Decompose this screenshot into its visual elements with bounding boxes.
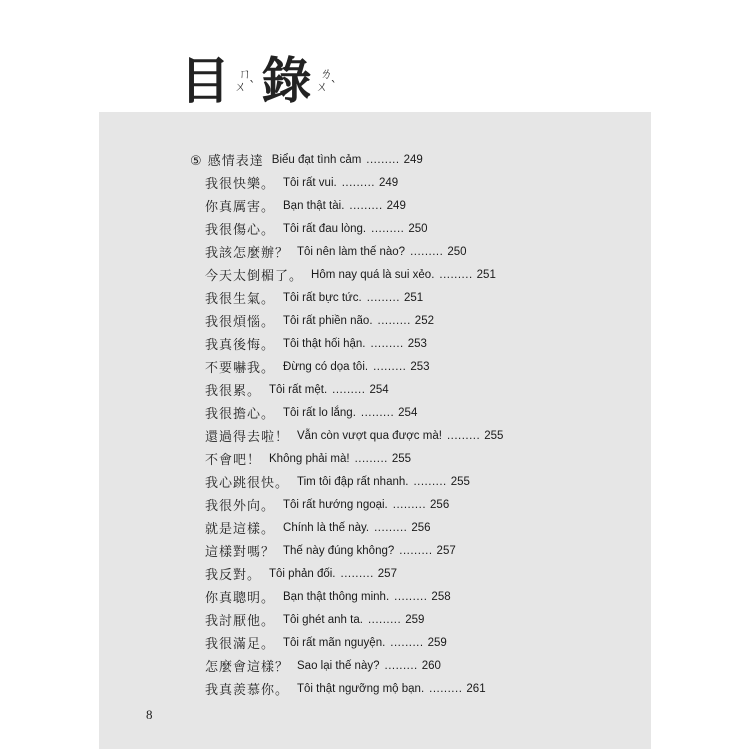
toc-chinese-text: 我很傷心。 <box>205 223 276 238</box>
toc-entry <box>190 516 650 539</box>
toc-chinese-text: 我真後悔。 <box>205 338 276 353</box>
toc-page-number: 249 <box>403 153 423 166</box>
toc-vietnamese-text: Chính là thế này. <box>283 521 370 534</box>
toc-vietnamese-text: Tim tôi đập rất nhanh. <box>297 475 409 488</box>
toc-leader-dots: ......... <box>371 222 405 235</box>
toc-section-entry <box>190 148 650 171</box>
toc-leader-dots: ......... <box>340 567 374 580</box>
zhuyin-mu-top: ㄇ <box>238 67 254 82</box>
toc-vietnamese-text: Tôi rất hướng ngoại. <box>283 498 388 511</box>
toc-vietnamese-text: Bạn thật tài. <box>283 199 345 212</box>
toc-entry <box>190 355 650 378</box>
title-char-mu: 目 <box>180 52 230 110</box>
toc-leader-dots: ......... <box>349 199 383 212</box>
zhuyin-mu <box>234 68 258 94</box>
toc-chinese-text: 我反對。 <box>205 568 262 583</box>
toc-leader-dots: ......... <box>413 475 447 488</box>
toc-vietnamese-text: Thế này đúng không? <box>283 544 395 557</box>
zhuyin-lu-top: ㄌ <box>319 67 335 82</box>
toc-chinese-text: 你真厲害。 <box>205 200 276 215</box>
toc-entry <box>190 539 650 562</box>
toc-leader-dots: ......... <box>366 291 400 304</box>
toc-leader-dots: ......... <box>373 360 407 373</box>
page-header <box>180 52 343 114</box>
toc-chinese-text: 不要嚇我。 <box>205 361 276 376</box>
toc-chinese-text: 我很生氣。 <box>205 292 276 307</box>
toc-vietnamese-text: Tôi rất bực tức. <box>283 291 362 304</box>
toc-chinese-text: 怎麼會這樣？ <box>205 660 290 675</box>
toc-chinese-text: ⑤ 感情表達 <box>190 154 264 169</box>
toc-entry <box>190 677 650 700</box>
toc-vietnamese-text: Vẫn còn vượt qua được mà! <box>297 429 442 442</box>
toc-entry <box>190 608 650 631</box>
toc-page-number: 256 <box>411 521 431 534</box>
toc-entry <box>190 654 650 677</box>
zhuyin-mu-bottom: ㄨˋ <box>234 80 258 95</box>
toc-leader-dots: ......... <box>429 682 463 695</box>
toc-vietnamese-text: Tôi rất đau lòng. <box>283 222 367 235</box>
toc-page-number: 250 <box>447 245 467 258</box>
toc-entry <box>190 493 650 516</box>
toc-page-number: 250 <box>408 222 428 235</box>
toc-page-number: 249 <box>378 176 399 189</box>
toc-vietnamese-text: Tôi rất phiền não. <box>283 314 373 327</box>
toc-chinese-text: 我該怎麼辦？ <box>205 246 290 261</box>
toc-entry <box>190 263 650 286</box>
toc-entry <box>190 401 650 424</box>
toc-page-number: 255 <box>484 429 504 442</box>
zhuyin-lu <box>316 68 340 94</box>
toc-entry <box>190 171 650 194</box>
toc-page-number: 251 <box>476 268 496 281</box>
toc-leader-dots: ......... <box>354 452 388 465</box>
toc-leader-dots: ......... <box>367 613 402 626</box>
toc-chinese-text: 我很擔心。 <box>205 407 276 422</box>
toc-leader-dots: ......... <box>390 636 424 649</box>
toc-chinese-text: 我真羨慕你。 <box>205 683 290 698</box>
toc-page-number: 251 <box>403 291 424 304</box>
toc-entry <box>190 332 650 355</box>
toc-leader-dots: ......... <box>399 544 433 557</box>
toc-vietnamese-text: Bạn thật thông minh. <box>283 590 390 603</box>
toc-chinese-text: 我很煩惱。 <box>205 315 276 330</box>
toc-entry <box>190 631 650 654</box>
toc-page-number: 254 <box>398 406 418 419</box>
toc-chinese-text: 不會吧！ <box>205 453 262 468</box>
toc-vietnamese-text: Tôi rất mệt. <box>269 383 328 396</box>
toc-page-number: 249 <box>386 199 406 212</box>
toc-page-number: 253 <box>410 360 430 373</box>
toc-vietnamese-text: Tôi phản đối. <box>269 567 336 580</box>
toc-vietnamese-text: Biểu đạt tình cảm <box>271 153 362 166</box>
toc-leader-dots: ......... <box>360 406 395 419</box>
toc-leader-dots: ......... <box>446 429 481 442</box>
toc-vietnamese-text: Sao lại thế này? <box>297 659 380 672</box>
zhuyin-lu-bottom: ㄨˋ <box>315 80 340 95</box>
toc-vietnamese-text: Hôm nay quá là sui xẻo. <box>311 268 435 281</box>
toc-chinese-text: 我很累。 <box>205 384 262 399</box>
toc-page-number: 257 <box>377 567 397 580</box>
table-of-contents <box>190 148 650 700</box>
toc-entry <box>190 585 650 608</box>
toc-entry <box>190 309 650 332</box>
toc-page-number: 254 <box>369 383 389 396</box>
toc-chinese-text: 我很滿足。 <box>205 637 276 652</box>
toc-leader-dots: ......... <box>377 314 411 327</box>
toc-page-number: 256 <box>430 498 450 511</box>
toc-chinese-text: 這樣對嗎？ <box>205 545 276 560</box>
toc-vietnamese-text: Tôi thật hối hận. <box>283 337 366 350</box>
toc-entry <box>190 424 650 447</box>
toc-entry <box>190 447 650 470</box>
toc-leader-dots: ......... <box>392 498 427 511</box>
toc-chinese-text: 我很快樂。 <box>205 177 276 192</box>
toc-leader-dots: ......... <box>410 245 444 258</box>
toc-vietnamese-text: Tôi nên làm thế nào? <box>297 245 406 258</box>
toc-leader-dots: ......... <box>439 268 473 281</box>
page-number: 8 <box>146 707 153 722</box>
toc-leader-dots: ......... <box>394 590 428 603</box>
toc-chinese-text: 我討厭他。 <box>205 614 276 629</box>
toc-leader-dots: ......... <box>366 153 400 166</box>
toc-page-number: 252 <box>414 314 434 327</box>
toc-vietnamese-text: Không phải mà! <box>269 452 350 465</box>
toc-leader-dots: ......... <box>341 176 375 189</box>
toc-vietnamese-text: Tôi rất lo lắng. <box>283 406 356 419</box>
title-char-lu: 錄 <box>261 52 312 110</box>
toc-entry <box>190 194 650 217</box>
toc-page-number: 255 <box>391 452 412 465</box>
toc-vietnamese-text: Đừng có dọa tôi. <box>283 360 369 373</box>
toc-leader-dots: ......... <box>370 337 404 350</box>
toc-page-number: 255 <box>450 475 470 488</box>
toc-vietnamese-text: Tôi ghét anh ta. <box>283 613 363 626</box>
toc-entry <box>190 286 650 309</box>
toc-vietnamese-text: Tôi thật ngưỡng mộ bạn. <box>297 682 425 695</box>
toc-page-number: 259 <box>427 636 447 649</box>
toc-chinese-text: 就是這樣。 <box>205 522 276 537</box>
toc-vietnamese-text: Tôi rất vui. <box>283 176 337 189</box>
toc-page-number: 261 <box>466 682 486 695</box>
toc-page-number: 259 <box>405 613 425 626</box>
toc-entry <box>190 240 650 263</box>
toc-entry <box>190 562 650 585</box>
toc-page-number: 260 <box>421 659 441 672</box>
toc-chinese-text: 今天太倒楣了。 <box>205 269 304 284</box>
toc-chinese-text: 你真聰明。 <box>205 591 276 606</box>
toc-entry <box>190 217 650 240</box>
toc-leader-dots: ......... <box>332 383 366 396</box>
toc-entry <box>190 470 650 493</box>
toc-leader-dots: ......... <box>374 521 408 534</box>
toc-chinese-text: 我很外向。 <box>205 499 276 514</box>
toc-vietnamese-text: Tôi rất mãn nguyện. <box>283 636 386 649</box>
toc-leader-dots: ......... <box>384 659 418 672</box>
toc-page-number: 257 <box>436 544 456 557</box>
toc-chinese-text: 我心跳很快。 <box>205 476 290 491</box>
toc-chinese-text: 還過得去啦！ <box>205 430 290 445</box>
toc-page-number: 253 <box>407 337 427 350</box>
toc-entry <box>190 378 650 401</box>
toc-page-number: 258 <box>431 590 451 603</box>
